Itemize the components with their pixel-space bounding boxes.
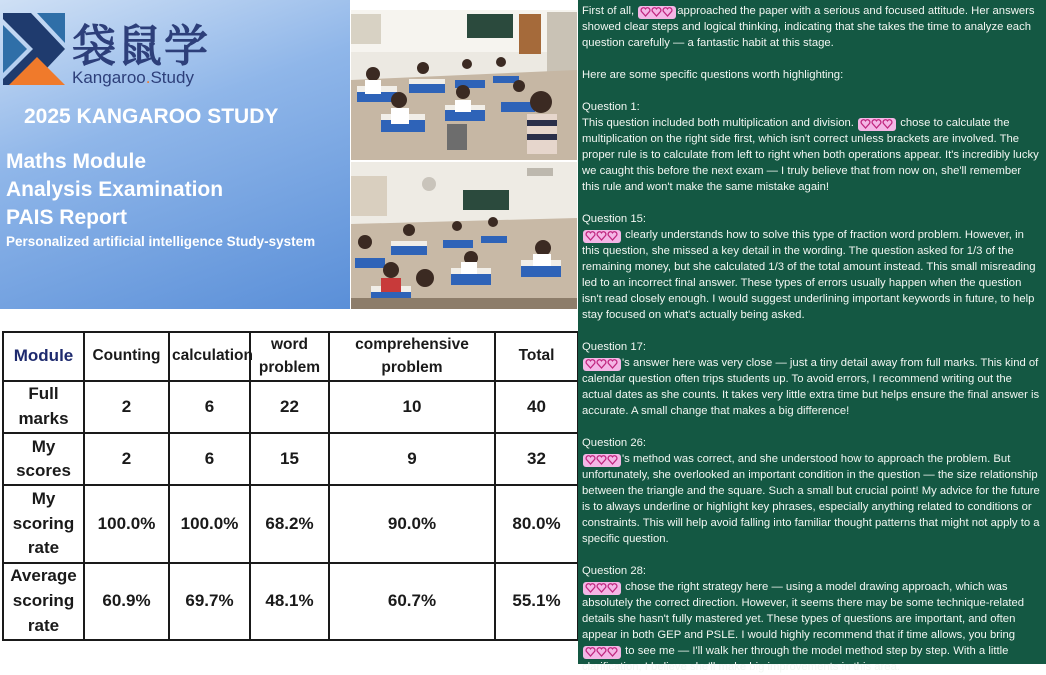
banner-line-analysis: Analysis Examination <box>6 178 224 201</box>
cell-value: 6 <box>169 381 250 433</box>
question-28-heading: Question 28: <box>582 565 647 577</box>
question-26-block: Question 26: 's method was correct, and she understood how to approach the problem. But unfortunately, she overlooked an important condition in the question — the size relationship between the triangle and the square. Such a small but crucial point! My advice for the future is to always underline or highlight key phrases, especially anything related to conditions or constraints. This will help avoid falling into familiar thought patterns that might not apply to a specific question. <box>582 437 1040 545</box>
cell-value: 55.1% <box>495 563 578 640</box>
question-15-block: Question 15: clearly understands how to solve this type of fraction word problem. However, in this question, she missed a key detail in the wording. The question asked for 1/3 of the remaining money, but she calculated 1/3 of the total amount instead. This small misreading led to an incorrect final answer. These types of errors usually happen when the question isn't read closely enough. I would suggest underlining important keywords in future, to help stay focused on what's actually being asked. <box>582 211 1040 323</box>
cell-value: 60.7% <box>329 563 495 640</box>
table-row-my-scores <box>3 433 578 485</box>
score-table <box>2 331 579 641</box>
student-name-hearts-icon <box>583 646 621 659</box>
banner-line-maths: Maths Module <box>6 150 146 173</box>
lead-paragraph: Here are some specific questions worth highlighting: <box>582 69 844 81</box>
question-17-block: Question 17: 's answer here was very close — just a tiny detail away from full marks. This kind of calendar question often trips students up. To avoid errors, I recommend writing out the actual dates as she counts. It takes very little extra time but helps ensure the final answer is accurate. A small change that makes a big difference! <box>582 341 1040 417</box>
cell-value: 100.0% <box>169 485 250 562</box>
cell-value: 2 <box>84 381 169 433</box>
intro-paragraph: First of all, approached the paper with a serious and focused attitude. Her answers showed clear steps and logical thinking, indicating that she takes the time to analyze each question carefully — a fantastic habit at this stage. <box>582 5 1035 49</box>
cell-value: 15 <box>250 433 329 485</box>
classroom-photo-top <box>351 10 577 160</box>
banner-line-pais: PAIS Report <box>6 206 127 229</box>
row-label: Average scoring rate <box>3 563 84 640</box>
student-name-hearts-icon <box>638 6 676 19</box>
row-label: My scores <box>3 433 84 485</box>
student-name-hearts-icon <box>583 358 621 371</box>
report-banner <box>0 0 350 309</box>
question-26-heading: Question 26: <box>582 437 647 449</box>
banner-title: 2025 KANGAROO STUDY <box>24 105 279 128</box>
cell-value: 2 <box>84 433 169 485</box>
banner-subtitle: Personalized artificial intelligence Study-system <box>6 234 316 249</box>
kangaroo-logo-icon <box>3 13 65 85</box>
header-counting: Counting <box>84 332 169 381</box>
cell-value: 100.0% <box>84 485 169 562</box>
logo-chinese-text: 袋鼠学 <box>72 21 210 72</box>
cell-value: 6 <box>169 433 250 485</box>
cell-value: 80.0% <box>495 485 578 562</box>
header-calculation: calculation <box>169 332 250 381</box>
question-15-heading: Question 15: <box>582 213 647 225</box>
cell-value: 69.7% <box>169 563 250 640</box>
logo-english-text: Kangaroo.Study <box>72 68 194 87</box>
student-name-hearts-icon <box>858 118 896 131</box>
cell-value: 40 <box>495 381 578 433</box>
cell-value: 48.1% <box>250 563 329 640</box>
student-name-hearts-icon <box>583 454 621 467</box>
table-header-row <box>3 332 578 381</box>
cell-value: 22 <box>250 381 329 433</box>
header-module: Module <box>3 332 84 381</box>
table-row-my-scoring-rate <box>3 485 578 562</box>
table-row-average-scoring-rate <box>3 563 578 640</box>
question-1-block: Question 1: This question included both multiplication and division. chose to calculate the multiplication on the right side first, which isn't correct unless brackets are involved. The proper rule is to calculate from left to right when both operations appear. It's incredibly lucky we caught this before the next exam — I truly believe that from now on, she'll remember this rule and won't make the same mistake again! <box>582 101 1039 193</box>
cell-value: 90.0% <box>329 485 495 562</box>
cell-value: 68.2% <box>250 485 329 562</box>
cell-value: 32 <box>495 433 578 485</box>
student-name-hearts-icon <box>583 230 621 243</box>
header-word-problem: word problem <box>250 332 329 381</box>
row-label: Full marks <box>3 381 84 433</box>
teacher-feedback-panel <box>578 0 1046 673</box>
table-row-full-marks <box>3 381 578 433</box>
row-label: My scoring rate <box>3 485 84 562</box>
cell-value: 9 <box>329 433 495 485</box>
cell-value: 60.9% <box>84 563 169 640</box>
student-name-hearts-icon <box>583 582 621 595</box>
cell-value: 10 <box>329 381 495 433</box>
header-comprehensive-problem: comprehensive problem <box>329 332 495 381</box>
question-17-heading: Question 17: <box>582 341 647 353</box>
question-1-heading: Question 1: <box>582 101 640 113</box>
classroom-photo-bottom <box>351 162 577 309</box>
question-28-block: Question 28: chose the right strategy here — using a model drawing approach, which was absolutely the correct direction. However, it seems there may be some technique-related details she hasn't fully mastered yet. These types of questions are important, and often appear in both GEP and PSLE. I would highly recommend that if time allows, you bring to see me — I'll walk her through the model method step by step. With a little clarification, I believe she'll make big improvements in this area. <box>582 563 1040 675</box>
header-total: Total <box>495 332 578 381</box>
